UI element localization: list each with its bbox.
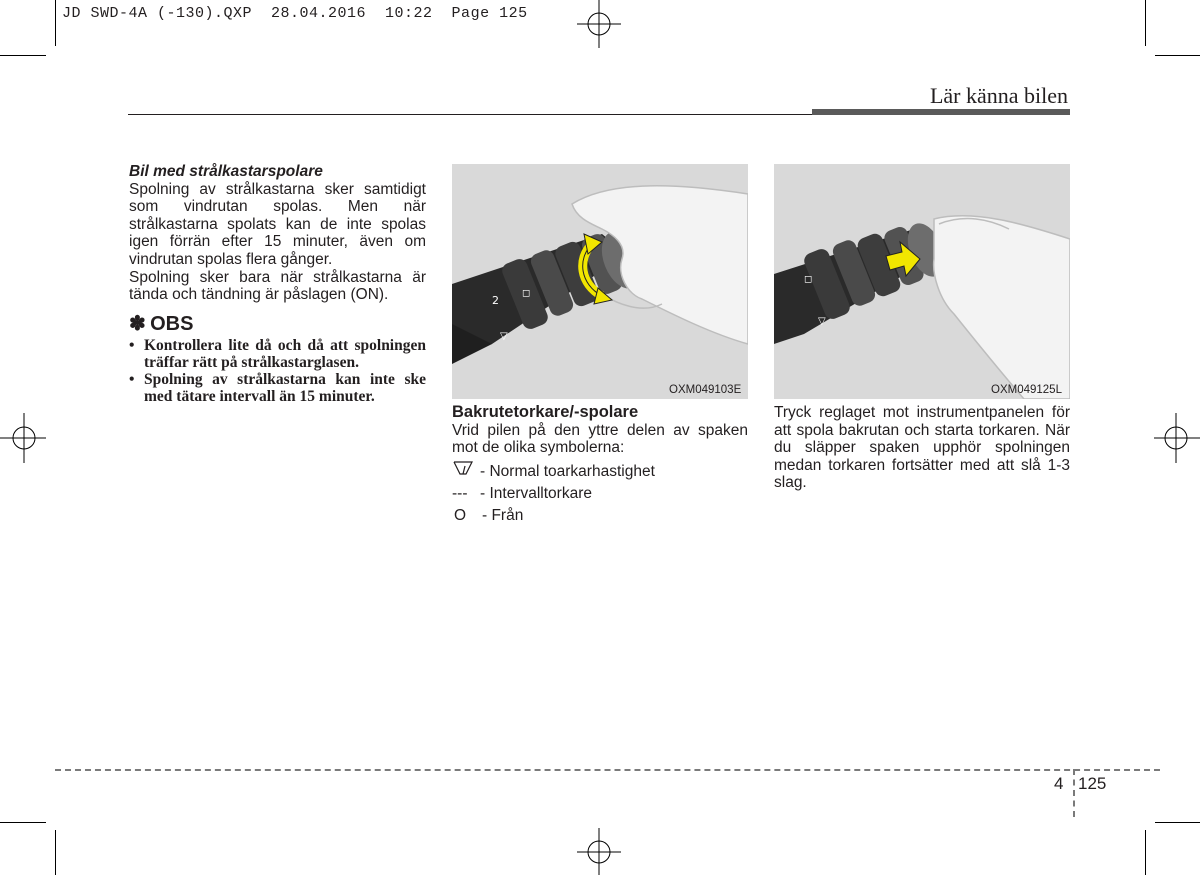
middle-column (452, 404, 748, 527)
svg-text:◻: ◻ (804, 274, 813, 285)
symbol-label: - Från (482, 506, 524, 524)
registration-mark-right (1152, 413, 1200, 463)
symbol-list (452, 461, 748, 527)
symbol-label: - Intervalltorkare (480, 484, 592, 502)
note-title: OBS (150, 312, 194, 335)
print-slug: JD SWD-4A (-130).QXP 28.04.2016 10:22 Page 125 (62, 5, 528, 22)
note-list (129, 337, 426, 405)
section-title: Lär känna bilen (929, 83, 1068, 108)
section-heading: Bakrutetorkare/-spolare (452, 403, 639, 421)
off-icon: O (454, 506, 467, 524)
svg-text:◻: ◻ (522, 288, 531, 299)
note-heading (129, 312, 426, 335)
wiper-stalk-illustration (452, 164, 748, 399)
paragraph: Tryck reglaget mot instrumentpanelen för att spola bakrutan och starta torkaren. När du släpper spaken upphör spolningen medan torkaren fortsätter med att slå 1-3 slag. (774, 404, 1070, 492)
left-column (129, 163, 426, 405)
dash-icon: --- (452, 484, 468, 502)
header-rule (128, 114, 812, 115)
list-item: • Kontrollera lite då och då att spolningen träffar rätt på strålkastarglasen. (129, 337, 426, 371)
chapter-number: 4 (1054, 774, 1064, 793)
paragraph: Vrid pilen på den yttre delen av spaken mot de olika symbolerna: (452, 421, 748, 457)
list-item (452, 505, 748, 527)
footer-rule (55, 769, 1160, 771)
list-item (452, 461, 748, 483)
footer-divider (1073, 769, 1075, 817)
header-rule-thick (812, 109, 1070, 115)
symbol-label: - Normal toarkarhastighet (480, 462, 655, 480)
subheading: Bil med strålkastarspolare (129, 163, 323, 180)
figure-rear-wiper-push (774, 164, 1070, 399)
paragraph: Spolning av strålkastarna sker samtidigt som vindrutan spolas. Men när strålkastarna spolats kan de inte spolas igen förrän efter 15 minuter, även om vindrutan spolas flera gånger. (129, 180, 426, 268)
svg-text:2: 2 (492, 294, 499, 307)
svg-text:▽: ▽ (500, 331, 508, 342)
figure-rear-wiper-rotate (452, 164, 748, 399)
paragraph: Spolning sker bara när strålkastarna är tända och tändning är påslagen (ON). (129, 268, 426, 304)
figure-code: OXM049103E (669, 384, 742, 396)
registration-mark-top (575, 0, 625, 50)
list-item (452, 483, 748, 505)
registration-mark-bottom (575, 828, 625, 875)
page-number: 125 (1078, 774, 1107, 793)
registration-mark-left (0, 413, 50, 463)
wiper-stalk-illustration (774, 164, 1070, 399)
wiper-icon (452, 460, 480, 483)
figure-code: OXM049125L (991, 384, 1062, 396)
note-icon: ✽ (129, 312, 146, 335)
list-item: • Spolning av strålkastarna kan inte ske med tätare intervall än 15 minuter. (129, 371, 426, 405)
svg-text:▽: ▽ (818, 316, 826, 327)
